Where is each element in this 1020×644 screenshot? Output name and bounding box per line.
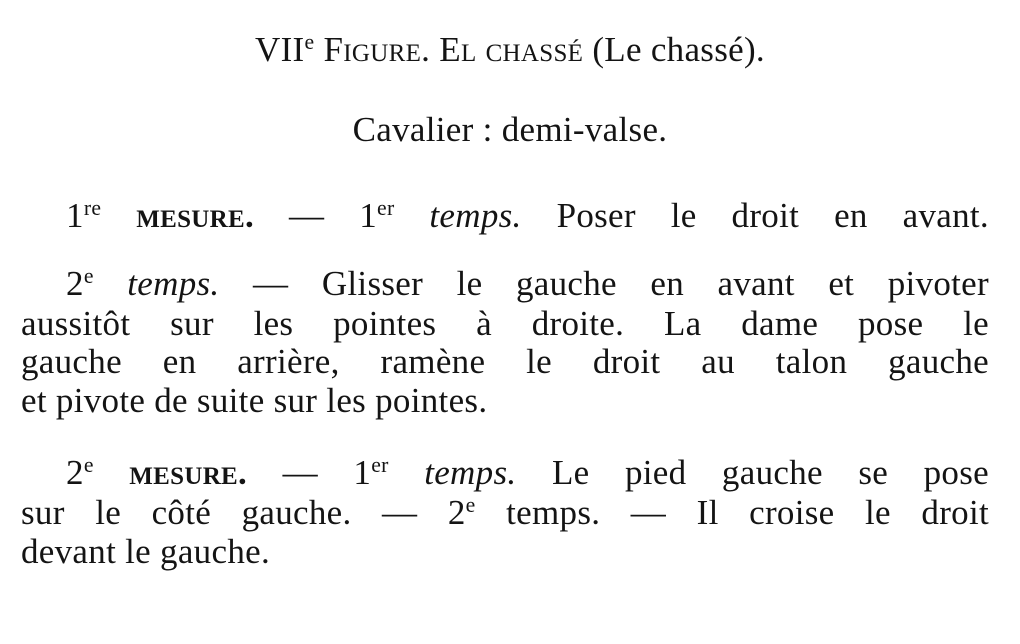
beat-2-line-4: et pivote de suite sur les pointes.: [21, 381, 488, 420]
subheading: [0, 110, 1020, 150]
figure-number: VIIe: [255, 30, 315, 69]
measure-1-text: Poser le droit en avant.: [556, 196, 989, 235]
beat-2-line-3: gauche en arrière, ramène le droit au talon gauche: [21, 342, 989, 381]
subheading-text: demi-valse.: [501, 110, 668, 149]
measure-1-line: [66, 196, 989, 236]
measure-1-beat: 1er temps.: [359, 196, 522, 235]
measure-2-text-1: Le pied gauche se pose: [551, 453, 989, 492]
measure-2-dash: —: [282, 453, 318, 492]
beat-2-number: 2e temps.: [66, 264, 220, 303]
measure-2-number: 2e: [66, 453, 94, 492]
figure-word: Figure.: [323, 30, 431, 69]
measure-2-line-1: [66, 453, 989, 493]
figure-name: El chassé: [439, 30, 584, 69]
measure-2-beat: 1er temps.: [353, 453, 517, 492]
measure-1-label: mesure.: [136, 196, 255, 235]
figure-heading: [0, 30, 1020, 70]
measure-1-number: 1re: [66, 196, 102, 235]
measure-2-label: mesure.: [129, 453, 248, 492]
beat-2-dash: —: [253, 264, 289, 303]
measure-1-dash: —: [288, 196, 325, 235]
figure-translation: (Le chassé).: [592, 30, 765, 69]
beat-2-line-1: [66, 264, 989, 304]
beat-2-line-2: aussitôt sur les pointes à droite. La dame pose le: [21, 304, 989, 343]
measure-2-line-2: sur le côté gauche. — 2e temps. — Il croise le droit: [21, 493, 989, 532]
beat-2-text-1: Glisser le gauche en avant et pivoter: [321, 264, 989, 303]
subheading-label: Cavalier :: [352, 110, 493, 149]
measure-2-line-3: devant le gauche.: [21, 532, 271, 571]
